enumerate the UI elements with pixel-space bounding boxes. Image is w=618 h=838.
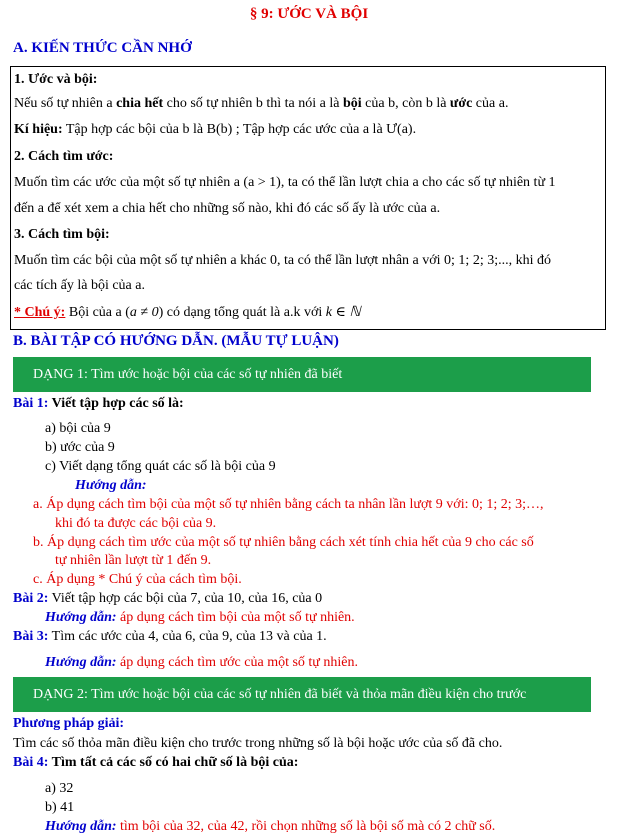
text: Nếu số tự nhiên a bbox=[14, 96, 117, 111]
exercise-text: Tìm các ước của 4, của 6, của 9, của 13 và của 1. bbox=[48, 629, 327, 644]
guide-line: khi đó ta được các bội của 9. bbox=[55, 516, 217, 531]
exercise-label: Bài 4: bbox=[13, 755, 49, 770]
guide-line: c. Áp dụng * Chú ý của cách tìm bội. bbox=[33, 572, 242, 587]
guide-text: áp dụng cách tìm ước của một số tự nhiên. bbox=[116, 655, 358, 670]
theory-note bbox=[14, 304, 361, 321]
guide-line: b. Áp dụng cách tìm ước của một số tự nhiên bằng cách xét tính chia hết của 9 cho các số bbox=[33, 535, 534, 550]
exercise-label: Bài 2: bbox=[13, 591, 49, 606]
bai-2 bbox=[13, 591, 322, 607]
theory-heading-3: 3. Cách tìm bội: bbox=[14, 227, 110, 242]
text-bold: ước bbox=[449, 96, 473, 111]
theory-paragraph-3a: Muốn tìm các bội của một số tự nhiên a khác 0, ta có thể lần lượt nhân a với 0; 1; 2; 3;..., khi đó bbox=[14, 253, 551, 268]
guide-line: a. Áp dụng cách tìm bội của một số tự nhiên bằng cách ta nhân lần lượt 9 với: 0; 1; 2; 3;…, bbox=[33, 497, 544, 512]
guide-label: Hướng dẫn: bbox=[45, 655, 117, 670]
guide-text: tìm bội của 32, của 42, rồi chọn những số là bội số mà có 2 chữ số. bbox=[116, 819, 496, 834]
bai-2-guide bbox=[45, 610, 355, 626]
exercise-text: Viết tập hợp các số là: bbox=[48, 396, 184, 411]
text: cho số tự nhiên b thì ta nói a là bbox=[163, 96, 343, 111]
method-label: Phương pháp giải: bbox=[13, 716, 125, 731]
dang-2-banner: DẠNG 2: Tìm ước hoặc bội của các số tự nhiên đã biết và thỏa mãn điều kiện cho trước bbox=[13, 677, 591, 712]
guide-line: tự nhiên lần lượt từ 1 đến 9. bbox=[55, 553, 212, 568]
section-a-heading: A. KIẾN THỨC CẦN NHỚ bbox=[13, 40, 192, 56]
guide-label: Hướng dẫn: bbox=[45, 819, 117, 834]
theory-paragraph-3b: các tích ấy là bội của a. bbox=[14, 278, 145, 293]
page-title: § 9: ƯỚC VÀ BỘI bbox=[249, 6, 369, 22]
math-set: k ∈ ℕ bbox=[325, 305, 361, 320]
list-item: b) ước của 9 bbox=[45, 440, 115, 455]
bai-3-guide bbox=[45, 655, 358, 671]
bai-4-guide bbox=[45, 819, 495, 835]
list-item: c) Viết dạng tổng quát các số là bội của 9 bbox=[45, 459, 276, 474]
notation-text: Tập hợp các bội của b là B(b) ; Tập hợp các ước của a là Ư(a). bbox=[62, 122, 417, 137]
text: Bội của a ( bbox=[65, 305, 130, 320]
list-item: a) 32 bbox=[45, 781, 74, 796]
dang-1-banner: DẠNG 1: Tìm ước hoặc bội của các số tự nhiên đã biết bbox=[13, 357, 591, 392]
section-b-heading: B. BÀI TẬP CÓ HƯỚNG DẪN. (MẪU TỰ LUẬN) bbox=[13, 333, 339, 349]
list-item: a) bội của 9 bbox=[45, 421, 111, 436]
theory-heading-1: 1. Ước và bội: bbox=[14, 72, 98, 87]
guide-text: áp dụng cách tìm bội của một số tự nhiên. bbox=[116, 610, 355, 625]
exercise-text: Tìm tất cả các số có hai chữ số là bội của: bbox=[48, 755, 299, 770]
theory-paragraph-2a: Muốn tìm các ước của một số tự nhiên a (a > 1), ta có thể lần lượt chia a cho các số tự nhiên từ 1 bbox=[14, 175, 556, 190]
text-bold: chia hết bbox=[116, 96, 164, 111]
bai-1 bbox=[13, 396, 184, 412]
exercise-text: Viết tập hợp các bội của 7, của 10, của 16, của 0 bbox=[48, 591, 323, 606]
notation-label: Kí hiệu: bbox=[14, 122, 63, 137]
note-label: * Chú ý: bbox=[14, 305, 66, 320]
bai-3 bbox=[13, 629, 327, 645]
math-condition: a ≠ 0 bbox=[129, 305, 159, 320]
text: của a. bbox=[472, 96, 509, 111]
exercise-label: Bài 1: bbox=[13, 396, 49, 411]
list-item: b) 41 bbox=[45, 800, 75, 815]
bai-4 bbox=[13, 755, 298, 771]
theory-paragraph-2b: đến a để xét xem a chia hết cho những số nào, khi đó các số ấy là ước của a. bbox=[14, 201, 441, 216]
guide-label: Hướng dẫn: bbox=[45, 610, 117, 625]
exercise-label: Bài 3: bbox=[13, 629, 49, 644]
theory-paragraph-1 bbox=[14, 96, 508, 112]
text-bold: bội bbox=[342, 96, 362, 111]
method-text: Tìm các số thỏa mãn điều kiện cho trước trong những số là bội hoặc ước của số đã cho. bbox=[13, 736, 503, 751]
text: ) có dạng tổng quát là a.k với bbox=[158, 305, 326, 320]
theory-notation bbox=[14, 122, 416, 138]
theory-heading-2: 2. Cách tìm ước: bbox=[14, 149, 114, 164]
guide-label: Hướng dẫn: bbox=[75, 478, 147, 493]
text: của b, còn b là bbox=[361, 96, 450, 111]
theory-box bbox=[10, 66, 606, 330]
